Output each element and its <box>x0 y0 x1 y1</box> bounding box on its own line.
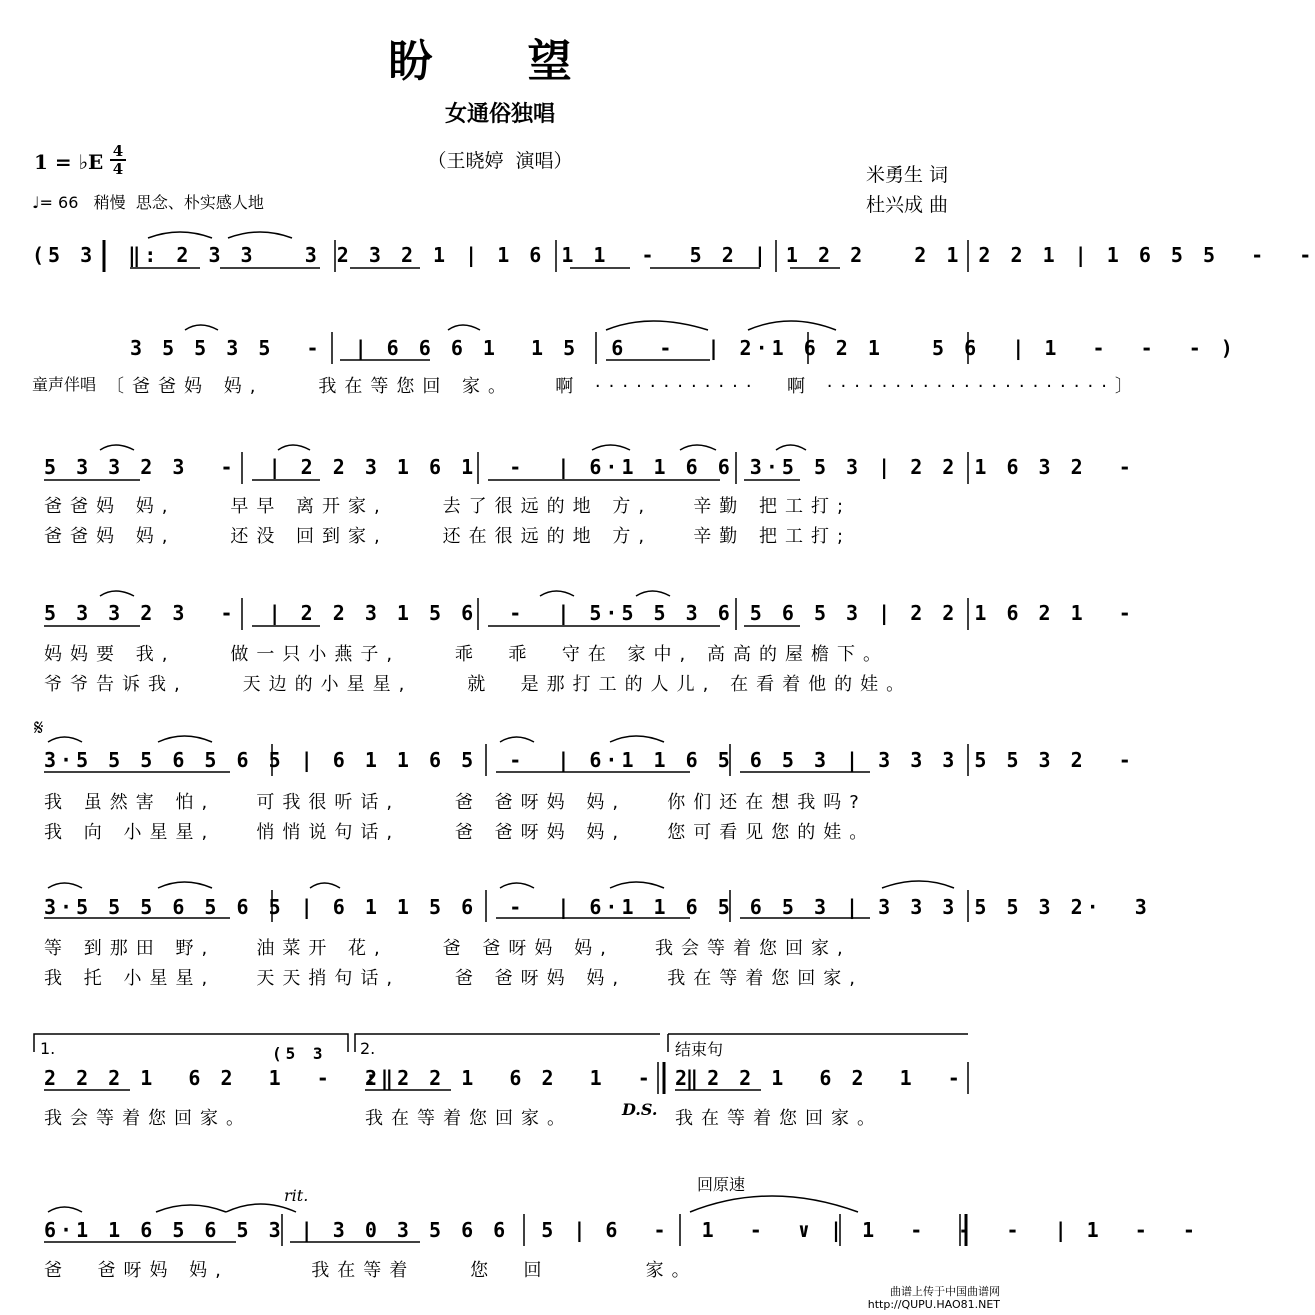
composer-credit: 杜兴成 曲 <box>866 194 949 216</box>
row7-lyrics-volta1: 我会等着您回家。 <box>44 1108 252 1129</box>
ritardando-mark: rit. <box>284 1186 309 1205</box>
row8-notation: 6·1 1 6 5 6 5 3 | 3 0 3 5 6 6 5 | 6 - 1 - ∨ | 1 - - - | 1 - - <box>44 1218 1199 1242</box>
row2-notation: 3 5 5 3 5 - | 6 6 6 1 1 5 6 - | 2·1 6 2 1 5 6 | 1 - - - ) <box>130 336 1237 360</box>
row3-notation: 5 3 3 2 3 - | 2 2 3 1 6 1 - | 6·1 1 6 6 3·5 5 3 | 2 2 1 6 3 2 - <box>44 455 1135 479</box>
row8-lyrics: 爸 爸呀妈 妈, 我在等着 您 回 家。 <box>44 1260 698 1281</box>
row7-lyrics-coda: 我在等着您回家。 <box>675 1108 883 1129</box>
row5-notation: 3·5 5 5 6 5 6 5 | 6 1 1 6 5 - | 6·1 1 6 5 6 5 3 | 3 3 3 5 5 3 2 - <box>44 748 1135 772</box>
song-subtitle: 女通俗独唱 <box>444 102 555 127</box>
time-signature-bottom: 4 <box>110 159 126 177</box>
row6-lyrics-verse2: 我 托 小星星, 天天捎句话, 爸 爸呀妈 妈, 我在等着您回家, <box>44 968 863 989</box>
dal-segno-mark: D.S. <box>622 1100 658 1119</box>
children-chorus-label: 童声伴唱 <box>32 375 97 394</box>
row6-notation: 3·5 5 5 6 5 6 5 | 6 1 1 5 6 - | 6·1 1 6 5 6 5 3 | 3 3 3 5 5 3 2· 3 <box>44 895 1151 919</box>
row6-lyrics-verse1: 等 到那田 野, 油菜开 花, 爸 爸呀妈 妈, 我会等着您回家, <box>44 938 851 959</box>
lyricist-credit: 米勇生 词 <box>866 164 949 186</box>
row7-lyrics-volta2: 我在等着您回家。 <box>365 1108 573 1129</box>
time-signature-top: 4 <box>112 142 124 160</box>
segno-sign: 𝄋 <box>34 716 44 741</box>
performer-credit: （王晓婷 演唱） <box>427 150 573 172</box>
row3-lyrics-verse1: 爸爸妈 妈, 早早 离开家, 去了很远的地 方, 辛勤 把工打; <box>44 496 852 517</box>
row4-notation: 5 3 3 2 3 - | 2 2 3 1 5 6 - | 5·5 5 3 6 5 6 5 3 | 2 2 1 6 2 1 - <box>44 601 1135 625</box>
volta-1-lead-notes: (5 3 <box>272 1044 327 1063</box>
volta-2-label: 2. <box>360 1039 376 1058</box>
row3-lyrics-verse2: 爸爸妈 妈, 还没 回到家, 还在很远的地 方, 辛勤 把工打; <box>44 526 852 547</box>
coda-label: 结束句 <box>675 1040 724 1059</box>
row5-lyrics-verse1: 我 虽然害 怕, 可我很听话, 爸 爸呀妈 妈, 你们还在想我吗? <box>44 792 867 813</box>
row7-notation-volta1: 2 2 2 1 6 2 1 - :‖ <box>44 1066 397 1090</box>
site-watermark: 曲谱上传于中国曲谱网 http://QUPU.HAO81.NET <box>867 1285 1000 1311</box>
row5-lyrics-verse2: 我 向 小星星, 悄悄说句话, 爸 爸呀妈 妈, 您可看见您的娃。 <box>44 822 876 843</box>
row4-lyrics-verse1: 妈妈要 我, 做一只小燕子, 乖 乖 守在 家中, 高高的屋檐下。 <box>44 644 889 665</box>
row7-notation-coda: 2 2 2 1 6 2 1 - <box>675 1066 964 1090</box>
tempo-marking: ♩= 66 稍慢 思念、朴实感人地 <box>32 193 264 212</box>
a-tempo-mark: 回原速 <box>697 1175 746 1194</box>
row4-lyrics-verse2: 爷爷告诉我, 天边的小星星, 就 是那打工的人儿, 在看着他的娃。 <box>44 674 913 695</box>
row1-notation: (5 3 ‖: 2 3 3 3 2 3 2 1 | 1 6 1 1 - 5 2 | 1 2 2 2 1 2 2 1 | 1 6 5 5 - - <box>32 243 1315 267</box>
row2-lyrics: 〔爸爸妈 妈, 我在等您回 家。 啊 ············ 啊 ·····················〕 <box>106 376 1141 397</box>
row7-notation-volta2: 2 2 2 1 6 2 1 - ‖ <box>365 1066 702 1090</box>
volta-1-label: 1. <box>40 1039 56 1058</box>
key-signature: 1 = ♭E <box>34 150 104 174</box>
song-title: 盼 望 <box>388 36 612 87</box>
